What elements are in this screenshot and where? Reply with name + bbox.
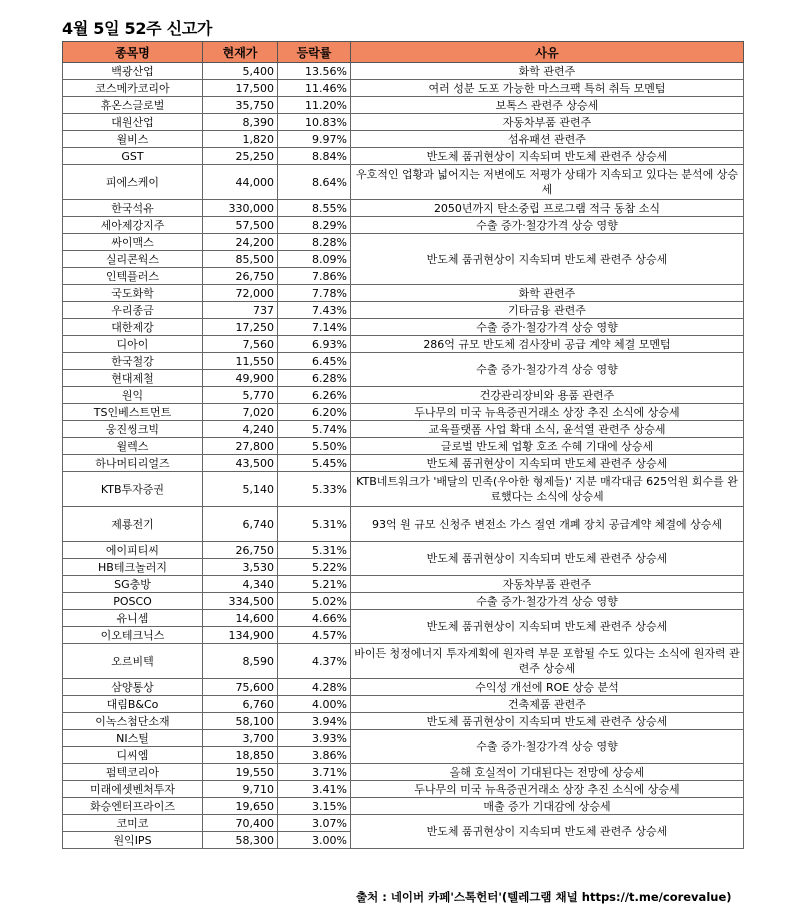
- stock-name-cell: 디씨엠: [63, 747, 203, 764]
- price-cell: 17,500: [203, 80, 278, 97]
- table-row: [63, 165, 744, 200]
- table-header-row: [63, 42, 744, 63]
- price-cell: 3,700: [203, 730, 278, 747]
- table-row: [63, 421, 744, 438]
- price-cell: 57,500: [203, 217, 278, 234]
- change-rate-cell: 3.07%: [278, 815, 351, 832]
- stock-name-cell: GST: [63, 148, 203, 165]
- table-row: [63, 97, 744, 114]
- reason-cell: 두나무의 미국 뉴욕증권거래소 상장 추진 소식에 상승세: [351, 404, 744, 421]
- change-rate-cell: 5.33%: [278, 472, 351, 507]
- price-cell: 43,500: [203, 455, 278, 472]
- change-rate-cell: 3.41%: [278, 781, 351, 798]
- change-rate-cell: 8.64%: [278, 165, 351, 200]
- price-cell: 134,900: [203, 627, 278, 644]
- stock-name-cell: 하나머티리얼즈: [63, 455, 203, 472]
- price-cell: 5,770: [203, 387, 278, 404]
- change-rate-cell: 10.83%: [278, 114, 351, 131]
- table-row: [63, 679, 744, 696]
- table-row: [63, 302, 744, 319]
- stock-name-cell: 화승엔터프라이즈: [63, 798, 203, 815]
- table-row: [63, 798, 744, 815]
- stock-name-cell: 코스메카코리아: [63, 80, 203, 97]
- change-rate-cell: 3.15%: [278, 798, 351, 815]
- reason-cell: 글로벌 반도체 업황 호조 수혜 기대에 상승세: [351, 438, 744, 455]
- price-cell: 85,500: [203, 251, 278, 268]
- table-row: [63, 610, 744, 627]
- reason-cell: 화학 관련주: [351, 63, 744, 80]
- stock-name-cell: 제룡전기: [63, 507, 203, 542]
- price-cell: 5,400: [203, 63, 278, 80]
- price-cell: 44,000: [203, 165, 278, 200]
- reason-cell: 반도체 품귀현상이 지속되며 반도체 관련주 상승세: [351, 713, 744, 730]
- change-rate-cell: 5.31%: [278, 507, 351, 542]
- change-rate-cell: 5.31%: [278, 542, 351, 559]
- price-cell: 737: [203, 302, 278, 319]
- change-rate-cell: 6.26%: [278, 387, 351, 404]
- table-row: [63, 507, 744, 542]
- change-rate-cell: 8.55%: [278, 200, 351, 217]
- table-row: [63, 353, 744, 370]
- reason-cell: 반도체 품귀현상이 지속되며 반도체 관련주 상승세: [351, 148, 744, 165]
- table-row: [63, 438, 744, 455]
- reason-cell: 반도체 품귀현상이 지속되며 반도체 관련주 상승세: [351, 610, 744, 644]
- stock-name-cell: 실리콘웍스: [63, 251, 203, 268]
- change-rate-cell: 3.86%: [278, 747, 351, 764]
- stock-table: [62, 41, 744, 849]
- stock-name-cell: 오르비텍: [63, 644, 203, 679]
- reason-cell: 수익성 개선에 ROE 상승 분석: [351, 679, 744, 696]
- change-rate-cell: 5.50%: [278, 438, 351, 455]
- table-row: [63, 815, 744, 832]
- table-row: [63, 217, 744, 234]
- reason-cell: 93억 원 규모 신청주 변전소 가스 절연 개폐 장치 공급계약 체결에 상승세: [351, 507, 744, 542]
- stock-name-cell: 휴온스글로벌: [63, 97, 203, 114]
- page-title: 4월 5일 52주 신고가: [62, 19, 213, 38]
- change-rate-cell: 11.46%: [278, 80, 351, 97]
- table-row: [63, 781, 744, 798]
- table-row: [63, 200, 744, 217]
- price-cell: 18,850: [203, 747, 278, 764]
- reason-cell: 반도체 품귀현상이 지속되며 반도체 관련주 상승세: [351, 455, 744, 472]
- change-rate-cell: 4.57%: [278, 627, 351, 644]
- header-name: 종목명: [63, 42, 203, 63]
- reason-cell: 수출 증가·철강가격 상승 영향: [351, 730, 744, 764]
- reason-cell: 건축제품 관련주: [351, 696, 744, 713]
- change-rate-cell: 5.22%: [278, 559, 351, 576]
- stock-name-cell: 유니셈: [63, 610, 203, 627]
- reason-cell: 올해 호실적이 기대된다는 전망에 상승세: [351, 764, 744, 781]
- reason-cell: 반도체 품귀현상이 지속되며 반도체 관련주 상승세: [351, 542, 744, 576]
- stock-name-cell: 원익: [63, 387, 203, 404]
- table-row: [63, 404, 744, 421]
- reason-cell: 수출 증가·철강가격 상승 영향: [351, 593, 744, 610]
- reason-cell: 바이든 청정에너지 투자계획에 원자력 부문 포함될 수도 있다는 소식에 원자력 관련주 상승세: [351, 644, 744, 679]
- price-cell: 75,600: [203, 679, 278, 696]
- reason-cell: 섬유패션 관련주: [351, 131, 744, 148]
- table-row: [63, 730, 744, 747]
- price-cell: 17,250: [203, 319, 278, 336]
- stock-name-cell: 웅진씽크빅: [63, 421, 203, 438]
- reason-cell: 여러 성분 도포 가능한 마스크팩 특허 취득 모멘텀: [351, 80, 744, 97]
- table-row: [63, 696, 744, 713]
- change-rate-cell: 7.14%: [278, 319, 351, 336]
- change-rate-cell: 3.00%: [278, 832, 351, 849]
- header-reason: 사유: [351, 42, 744, 63]
- source-caption: 출처 : 네이버 카페'스톡헌터'(텔레그램 채널 https://t.me/corevalue): [356, 890, 732, 904]
- price-cell: 6,760: [203, 696, 278, 713]
- table-row: [63, 542, 744, 559]
- price-cell: 4,240: [203, 421, 278, 438]
- stock-name-cell: POSCO: [63, 593, 203, 610]
- table-row: [63, 148, 744, 165]
- price-cell: 14,600: [203, 610, 278, 627]
- price-cell: 11,550: [203, 353, 278, 370]
- change-rate-cell: 4.37%: [278, 644, 351, 679]
- price-cell: 49,900: [203, 370, 278, 387]
- price-cell: 7,020: [203, 404, 278, 421]
- stock-name-cell: 싸이맥스: [63, 234, 203, 251]
- stock-name-cell: NI스틸: [63, 730, 203, 747]
- reason-cell: 교육플랫폼 사업 확대 소식, 윤석열 관련주 상승세: [351, 421, 744, 438]
- reason-cell: 반도체 품귀현상이 지속되며 반도체 관련주 상승세: [351, 234, 744, 285]
- table-row: [63, 576, 744, 593]
- reason-cell: 반도체 품귀현상이 지속되며 반도체 관련주 상승세: [351, 815, 744, 849]
- stock-name-cell: 윌비스: [63, 131, 203, 148]
- change-rate-cell: 5.45%: [278, 455, 351, 472]
- reason-cell: 286억 규모 반도체 검사장비 공급 계약 체결 모멘텀: [351, 336, 744, 353]
- reason-cell: 건강관리장비와 용품 관련주: [351, 387, 744, 404]
- reason-cell: 보톡스 관련주 상승세: [351, 97, 744, 114]
- change-rate-cell: 6.28%: [278, 370, 351, 387]
- price-cell: 25,250: [203, 148, 278, 165]
- table-body: [63, 63, 744, 849]
- reason-cell: 화학 관련주: [351, 285, 744, 302]
- header-change: 등락률: [278, 42, 351, 63]
- stock-name-cell: 세아제강지주: [63, 217, 203, 234]
- price-cell: 5,140: [203, 472, 278, 507]
- stock-name-cell: HB테크놀러지: [63, 559, 203, 576]
- table-row: [63, 455, 744, 472]
- stock-name-cell: 인텍플러스: [63, 268, 203, 285]
- stock-name-cell: 대림B&Co: [63, 696, 203, 713]
- reason-cell: 우호적인 업황과 넓어지는 저변에도 저평가 상태가 지속되고 있다는 분석에 상승세: [351, 165, 744, 200]
- change-rate-cell: 7.78%: [278, 285, 351, 302]
- price-cell: 7,560: [203, 336, 278, 353]
- stock-name-cell: 대한제강: [63, 319, 203, 336]
- change-rate-cell: 6.45%: [278, 353, 351, 370]
- stock-name-cell: 원익IPS: [63, 832, 203, 849]
- stock-name-cell: 우리종금: [63, 302, 203, 319]
- change-rate-cell: 8.84%: [278, 148, 351, 165]
- reason-cell: 기타금융 관련주: [351, 302, 744, 319]
- change-rate-cell: 6.93%: [278, 336, 351, 353]
- price-cell: 8,390: [203, 114, 278, 131]
- price-cell: 35,750: [203, 97, 278, 114]
- price-cell: 24,200: [203, 234, 278, 251]
- change-rate-cell: 7.86%: [278, 268, 351, 285]
- reason-cell: 자동차부품 관련주: [351, 114, 744, 131]
- table-row: [63, 336, 744, 353]
- price-cell: 9,710: [203, 781, 278, 798]
- reason-cell: 매출 증가 기대감에 상승세: [351, 798, 744, 815]
- price-cell: 6,740: [203, 507, 278, 542]
- change-rate-cell: 3.94%: [278, 713, 351, 730]
- table-row: [63, 80, 744, 97]
- price-cell: 1,820: [203, 131, 278, 148]
- price-cell: 19,550: [203, 764, 278, 781]
- price-cell: 3,530: [203, 559, 278, 576]
- reason-cell: KTB네트워크가 '배달의 민족(우아한 형제들)' 지분 매각대금 625억원 회수를 완료했다는 소식에 상승세: [351, 472, 744, 507]
- price-cell: 330,000: [203, 200, 278, 217]
- price-cell: 58,100: [203, 713, 278, 730]
- stock-name-cell: 삼양통상: [63, 679, 203, 696]
- reason-cell: 수출 증가·철강가격 상승 영향: [351, 217, 744, 234]
- stock-name-cell: 백광산업: [63, 63, 203, 80]
- stock-name-cell: 코미코: [63, 815, 203, 832]
- change-rate-cell: 4.66%: [278, 610, 351, 627]
- table-row: [63, 387, 744, 404]
- reason-cell: 자동차부품 관련주: [351, 576, 744, 593]
- reason-cell: 수출 증가·철강가격 상승 영향: [351, 319, 744, 336]
- stock-name-cell: 한국석유: [63, 200, 203, 217]
- change-rate-cell: 8.28%: [278, 234, 351, 251]
- header-price: 현재가: [203, 42, 278, 63]
- change-rate-cell: 3.93%: [278, 730, 351, 747]
- table-row: [63, 644, 744, 679]
- change-rate-cell: 4.00%: [278, 696, 351, 713]
- price-cell: 26,750: [203, 268, 278, 285]
- change-rate-cell: 6.20%: [278, 404, 351, 421]
- stock-name-cell: 피에스케이: [63, 165, 203, 200]
- table-row: [63, 713, 744, 730]
- price-cell: 334,500: [203, 593, 278, 610]
- stock-name-cell: 미래에셋벤처투자: [63, 781, 203, 798]
- stock-name-cell: KTB투자증권: [63, 472, 203, 507]
- change-rate-cell: 13.56%: [278, 63, 351, 80]
- stock-name-cell: 대원산업: [63, 114, 203, 131]
- change-rate-cell: 9.97%: [278, 131, 351, 148]
- stock-name-cell: 윌렉스: [63, 438, 203, 455]
- stock-name-cell: 펌텍코리아: [63, 764, 203, 781]
- stock-name-cell: 이오테크닉스: [63, 627, 203, 644]
- table-row: [63, 131, 744, 148]
- table-row: [63, 593, 744, 610]
- price-cell: 72,000: [203, 285, 278, 302]
- price-cell: 8,590: [203, 644, 278, 679]
- change-rate-cell: 3.71%: [278, 764, 351, 781]
- stock-name-cell: 이녹스첨단소재: [63, 713, 203, 730]
- change-rate-cell: 5.02%: [278, 593, 351, 610]
- price-cell: 27,800: [203, 438, 278, 455]
- stock-name-cell: 한국철강: [63, 353, 203, 370]
- price-cell: 70,400: [203, 815, 278, 832]
- table-row: [63, 764, 744, 781]
- change-rate-cell: 5.21%: [278, 576, 351, 593]
- reason-cell: 두나무의 미국 뉴욕증권거래소 상장 추진 소식에 상승세: [351, 781, 744, 798]
- table-row: [63, 285, 744, 302]
- price-cell: 4,340: [203, 576, 278, 593]
- change-rate-cell: 4.28%: [278, 679, 351, 696]
- reason-cell: 2050년까지 탄소중립 프로그램 적극 동참 소식: [351, 200, 744, 217]
- price-cell: 19,650: [203, 798, 278, 815]
- stock-name-cell: 현대제철: [63, 370, 203, 387]
- stock-name-cell: 국도화학: [63, 285, 203, 302]
- price-cell: 58,300: [203, 832, 278, 849]
- change-rate-cell: 8.09%: [278, 251, 351, 268]
- stock-name-cell: SG충방: [63, 576, 203, 593]
- change-rate-cell: 5.74%: [278, 421, 351, 438]
- stock-name-cell: 에이피티씨: [63, 542, 203, 559]
- table-row: [63, 114, 744, 131]
- price-cell: 26,750: [203, 542, 278, 559]
- table-row: [63, 319, 744, 336]
- table-row: [63, 63, 744, 80]
- change-rate-cell: 7.43%: [278, 302, 351, 319]
- table-row: [63, 234, 744, 251]
- stock-name-cell: 디아이: [63, 336, 203, 353]
- stock-name-cell: TS인베스트먼트: [63, 404, 203, 421]
- table-row: [63, 472, 744, 507]
- change-rate-cell: 8.29%: [278, 217, 351, 234]
- change-rate-cell: 11.20%: [278, 97, 351, 114]
- reason-cell: 수출 증가·철강가격 상승 영향: [351, 353, 744, 387]
